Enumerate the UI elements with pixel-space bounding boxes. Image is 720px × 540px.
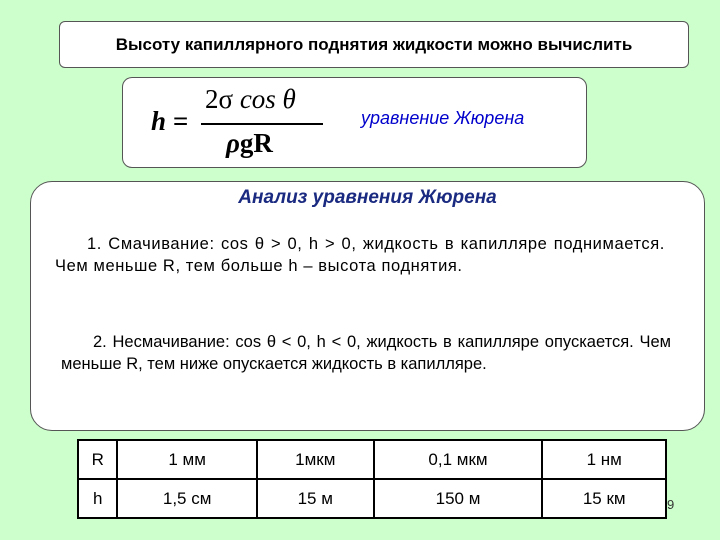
numerator-func: cos θ bbox=[239, 84, 296, 114]
table-cell: 1,5 см bbox=[117, 479, 257, 518]
table-cell: R bbox=[78, 440, 117, 479]
page-number: 9 bbox=[667, 497, 675, 512]
formula-denominator bbox=[226, 128, 273, 159]
analysis-item-2-text: 2. Несмачивание: cos θ < 0, h < 0, жидкость в капилляре опускается. Чем меньше R, тем ниже опускается жидкость в капилляре. bbox=[61, 333, 671, 373]
table-cell: h bbox=[78, 479, 117, 518]
table-cell: 1 нм bbox=[542, 440, 666, 479]
formula-numerator bbox=[205, 84, 296, 115]
denominator-rest: gR bbox=[239, 128, 273, 158]
analysis-item-nonwetting bbox=[61, 331, 671, 375]
analysis-item-wetting bbox=[55, 233, 665, 277]
numerator-coef: 2σ bbox=[205, 84, 240, 114]
table-cell: 0,1 мкм bbox=[374, 440, 543, 479]
analysis-item-1-text: 1. Смачивание: cos θ > 0, h > 0, жидкость в капилляре поднимается. Чем меньше R, тем больше h – высота поднятия. bbox=[55, 235, 665, 275]
formula-box bbox=[122, 77, 587, 168]
fraction-bar bbox=[201, 123, 323, 125]
table-cell: 1 мм bbox=[117, 440, 257, 479]
table-row bbox=[78, 479, 666, 518]
formula-label: уравнение Жюрена bbox=[361, 108, 525, 128]
analysis-box bbox=[30, 181, 705, 431]
analysis-heading: Анализ уравнения Жюрена bbox=[238, 187, 497, 208]
formula-lhs: h = bbox=[151, 106, 189, 136]
table-cell: 150 м bbox=[374, 479, 543, 518]
table-cell: 15 м bbox=[257, 479, 374, 518]
table-cell: 1мкм bbox=[257, 440, 374, 479]
slide-title: Высоту капиллярного поднятия жидкости можно вычислить bbox=[115, 34, 633, 54]
jurin-formula bbox=[151, 84, 331, 164]
denominator-rho: ρ bbox=[226, 128, 240, 158]
table-cell: 15 км bbox=[542, 479, 666, 518]
table-row bbox=[78, 440, 666, 479]
title-box bbox=[59, 21, 689, 68]
radius-height-table bbox=[77, 439, 667, 519]
